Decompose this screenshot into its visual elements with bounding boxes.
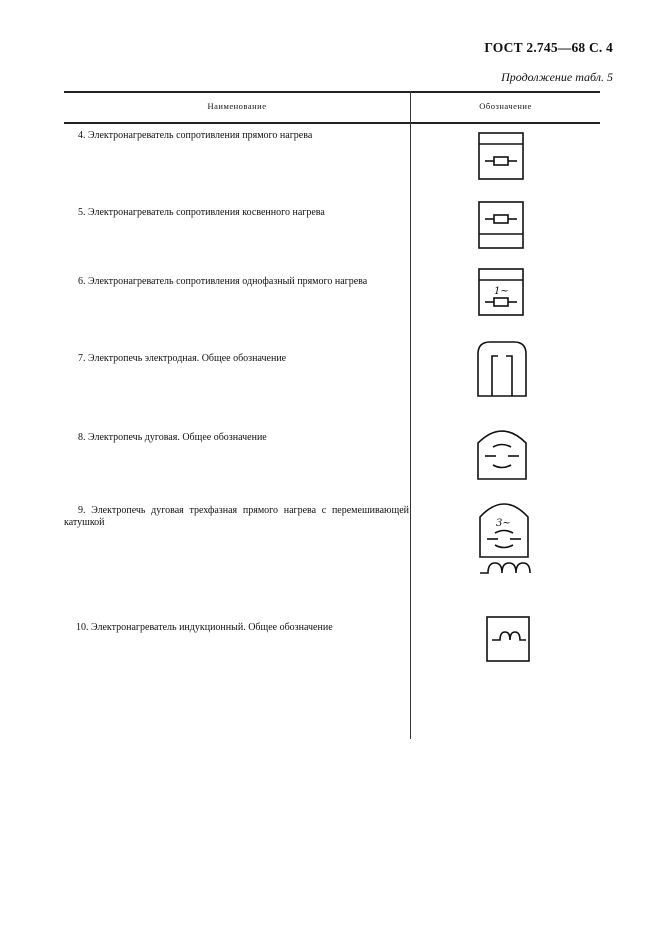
table-row-10 [64, 622, 409, 634]
row-number: 9. [78, 505, 86, 516]
table-row-5 [64, 207, 409, 219]
arc-furnace-icon [474, 421, 530, 483]
row-number: 5. [78, 207, 86, 218]
resistance-heater-single-phase-icon [476, 266, 526, 318]
column-header-symbol: Обозначение [479, 101, 532, 111]
phase-label: 1~ [494, 286, 509, 297]
table-row-9 [64, 505, 409, 529]
table-row-4 [64, 130, 409, 142]
resistance-heater-indirect-icon [476, 199, 526, 251]
phase-label: 3~ [496, 518, 511, 529]
row-description: Электронагреватель сопротивления косвенного нагрева [88, 207, 325, 218]
table-continuation-note: Продолжение табл. 5 [501, 70, 613, 84]
row-description: Электронагреватель сопротивления однофазный прямого нагрева [88, 276, 368, 287]
row-number: 7. [78, 353, 86, 364]
row-number: 10. [76, 622, 89, 633]
row-description: Электропечь дуговая. Общее обозначение [88, 432, 267, 443]
table-row-7 [64, 353, 409, 365]
row-description: Электропечь электродная. Общее обозначение [88, 353, 287, 364]
table-column-divider [410, 91, 411, 739]
column-header-name: Наименование [207, 101, 267, 111]
row-description: Электропечь дуговая трехфазная прямого нагрева с перемешивающей катушкой [64, 505, 409, 528]
induction-heater-icon [484, 614, 532, 664]
row-description: Электронагреватель сопротивления прямого нагрева [88, 130, 313, 141]
table-top-rule [64, 91, 600, 93]
table-row-8 [64, 432, 409, 444]
row-number: 4. [78, 130, 86, 141]
row-number: 6. [78, 276, 86, 287]
arc-furnace-three-phase-coil-icon [474, 497, 534, 581]
table-header-rule [64, 122, 600, 124]
table-row-6 [64, 276, 409, 288]
row-description: Электронагреватель индукционный. Общее обозначение [91, 622, 333, 633]
page-reference: ГОСТ 2.745—68 С. 4 [484, 40, 613, 55]
row-number: 8. [78, 432, 86, 443]
electrode-furnace-icon [474, 338, 530, 400]
resistance-heater-direct-icon [476, 130, 526, 182]
